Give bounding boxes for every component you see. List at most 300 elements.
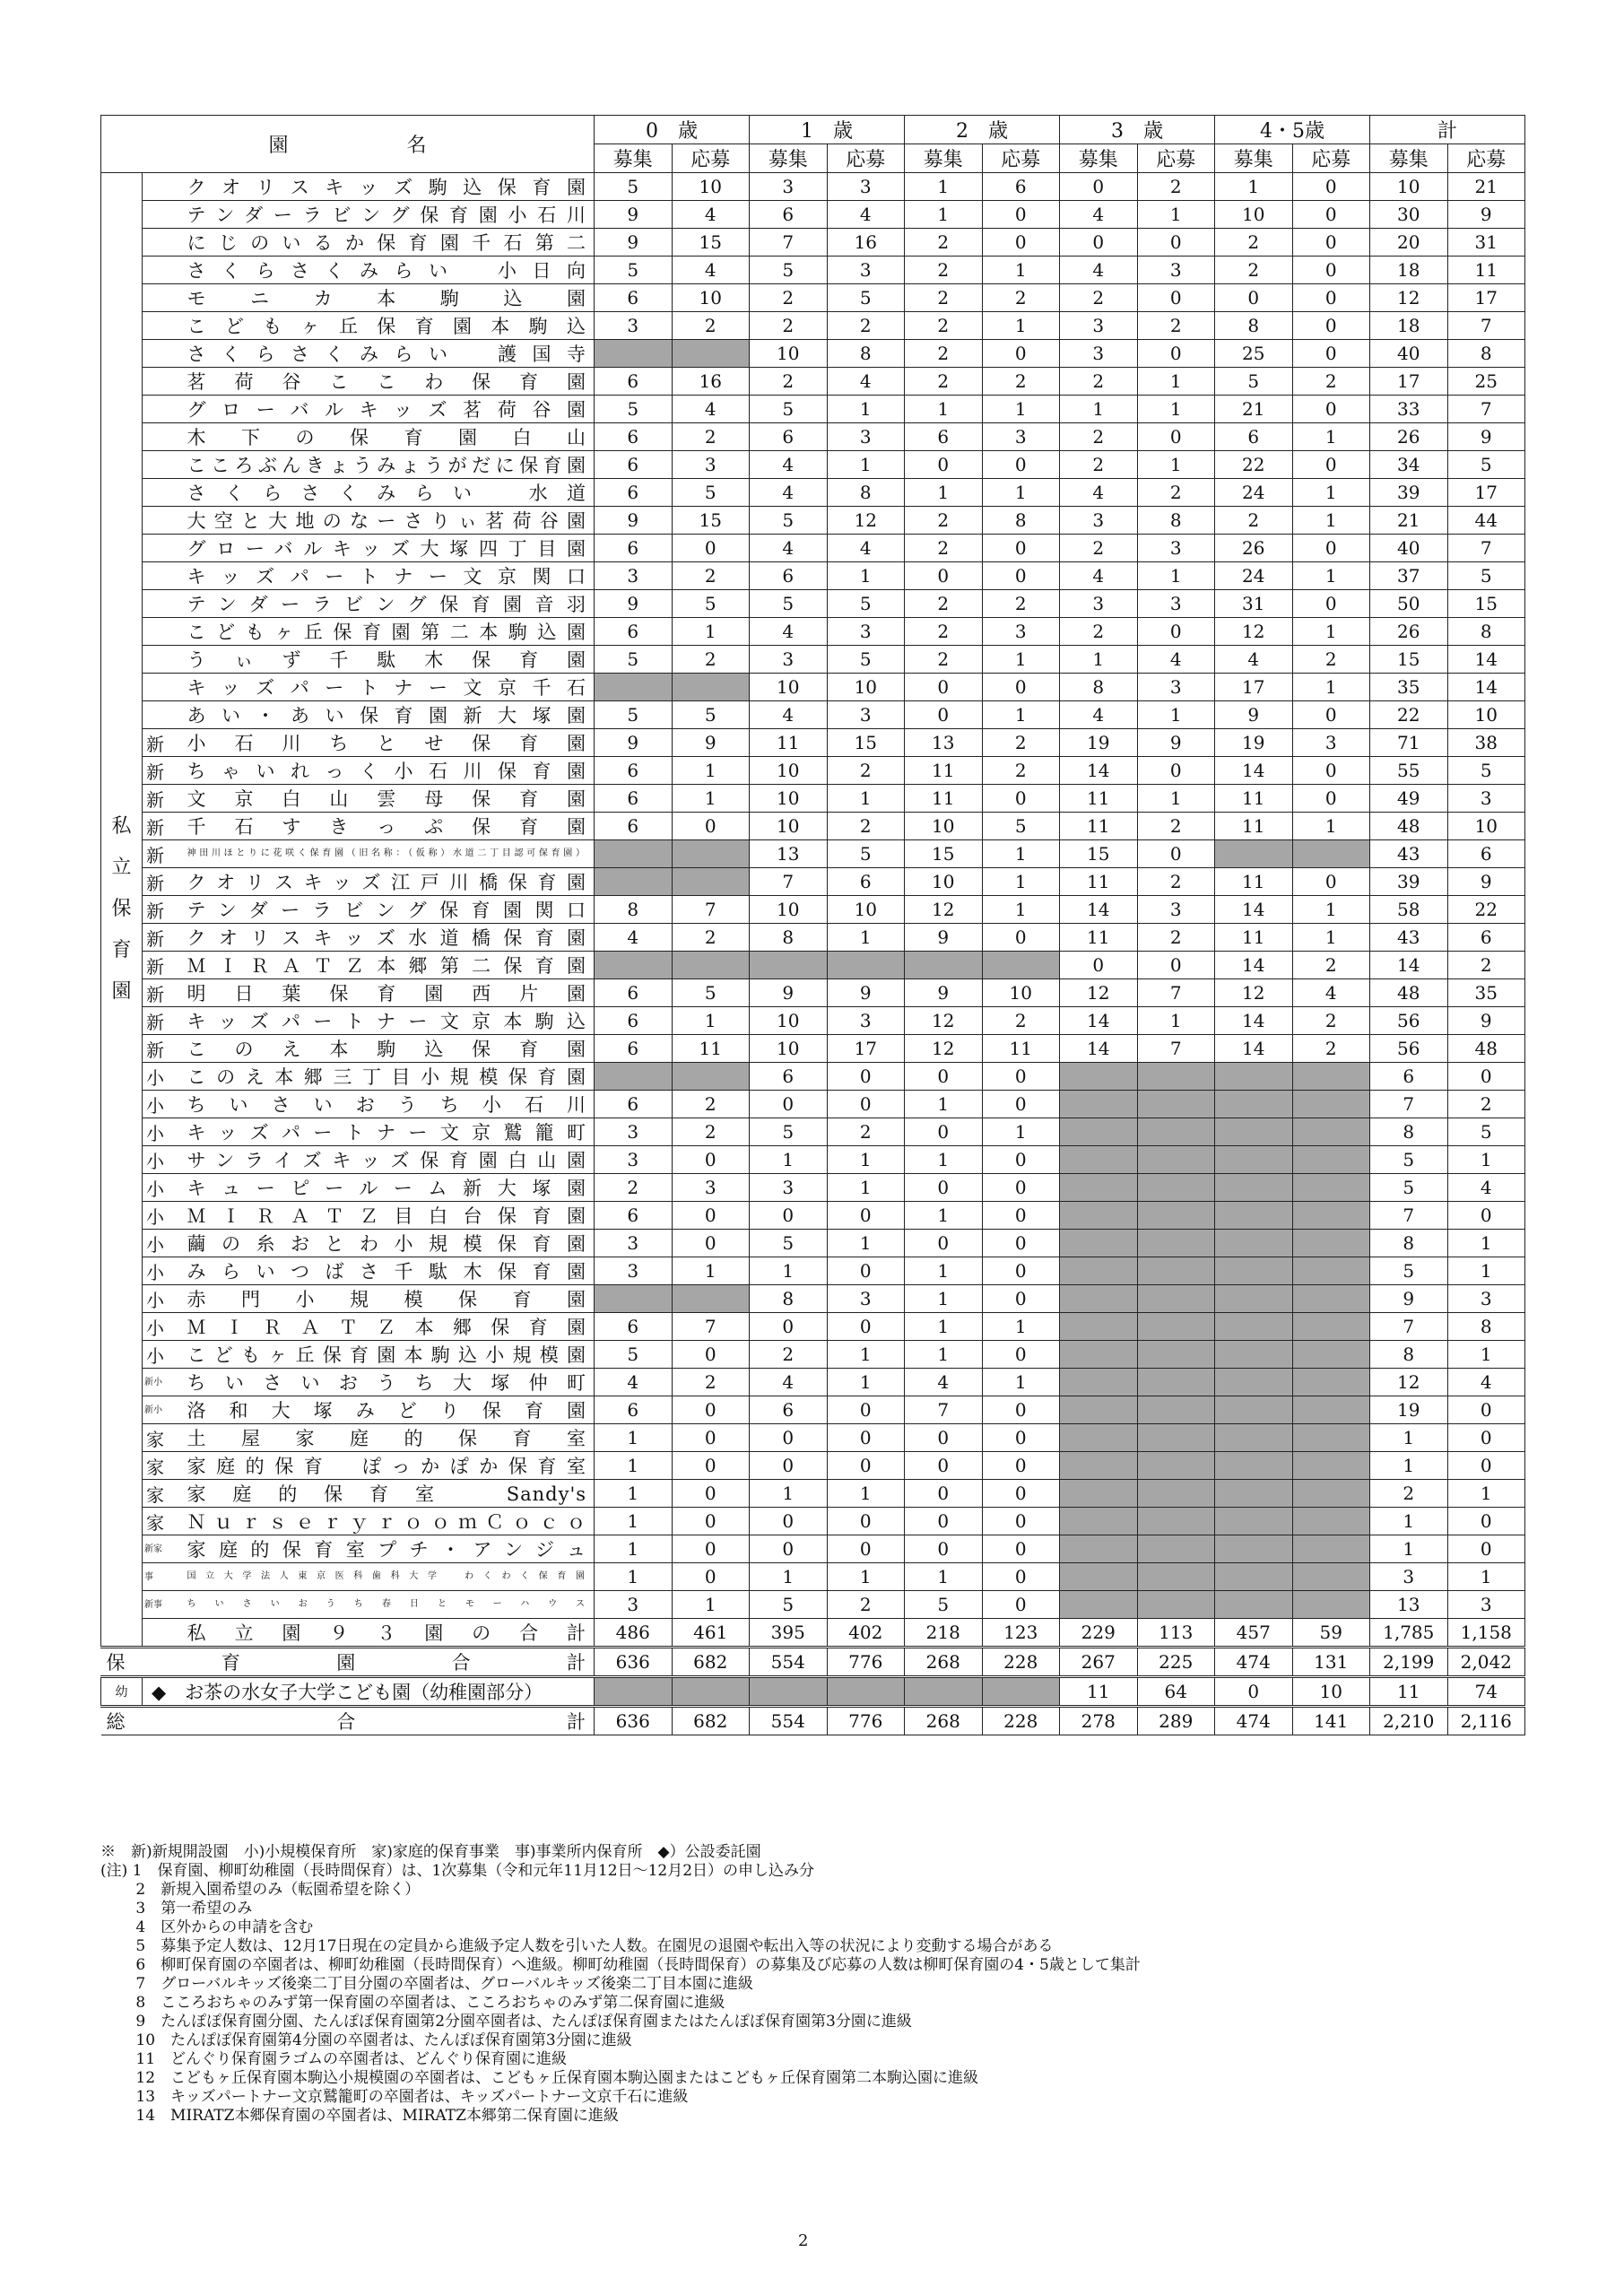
value-cell: 1 (1447, 1480, 1525, 1508)
value-cell: 0 (982, 1285, 1060, 1313)
value-cell: 0 (982, 1424, 1060, 1452)
category-char: 育 (111, 939, 132, 961)
value-cell: 5 (750, 590, 828, 618)
value-cell (1215, 1091, 1293, 1118)
table-row (101, 1091, 1525, 1118)
value-cell: 3 (1370, 1563, 1448, 1591)
value-cell: 141 (1292, 1707, 1370, 1735)
value-cell: 1 (1060, 396, 1138, 423)
value-cell: 4 (905, 1369, 983, 1396)
value-cell: 0 (1292, 257, 1370, 284)
value-cell (1060, 1369, 1138, 1396)
value-cell: 4 (1447, 1369, 1525, 1396)
value-cell: 8 (750, 1285, 828, 1313)
type-prefix: 新 (143, 840, 182, 868)
facility-name: ＮｕｒｓｅｒｙｒｏｏｍＣｏｃｏ (182, 1508, 595, 1535)
value-cell: 218 (905, 1619, 983, 1648)
value-cell (1292, 1452, 1370, 1480)
value-cell: 3 (827, 423, 905, 451)
value-cell: 2 (1292, 646, 1370, 674)
value-cell (1215, 1257, 1293, 1285)
table-row (101, 924, 1525, 952)
facility-name: みらいつばさ千駄木保育園 (182, 1257, 595, 1285)
value-cell: 0 (982, 1508, 1060, 1535)
value-cell: 14 (1060, 896, 1138, 924)
value-cell (595, 868, 673, 896)
value-cell: 0 (982, 785, 1060, 813)
value-cell: 26 (1370, 423, 1448, 451)
value-cell: 11 (1215, 813, 1293, 840)
value-cell (1060, 1174, 1138, 1202)
value-cell: 636 (595, 1707, 673, 1735)
value-cell: 1 (595, 1563, 673, 1591)
table-row (101, 423, 1525, 451)
value-cell (1060, 1452, 1138, 1480)
value-cell (1215, 1341, 1293, 1369)
value-cell: 1 (595, 1508, 673, 1535)
value-cell: 2 (1137, 924, 1215, 952)
value-cell: 3 (595, 312, 673, 340)
value-cell (1292, 1063, 1370, 1091)
type-prefix (143, 701, 182, 729)
value-cell (1215, 1424, 1293, 1452)
value-cell (672, 1063, 750, 1091)
value-cell: 1 (1370, 1508, 1448, 1535)
value-cell: 59 (1292, 1619, 1370, 1648)
value-cell: 1 (827, 1230, 905, 1257)
value-cell: 1 (1292, 618, 1370, 646)
value-cell: 2 (1137, 173, 1215, 201)
value-cell: 0 (1060, 952, 1138, 979)
value-cell: 3 (750, 1174, 828, 1202)
value-cell: 1 (672, 1591, 750, 1619)
facility-name: キッズパートナー文京鷲籠町 (182, 1118, 595, 1146)
value-cell (1292, 1396, 1370, 1424)
value-cell: 17 (1447, 284, 1525, 312)
value-cell: 474 (1215, 1648, 1293, 1677)
value-cell: 1 (905, 479, 983, 507)
value-cell (672, 868, 750, 896)
value-cell: 13 (1370, 1591, 1448, 1619)
value-cell: 12 (1215, 618, 1293, 646)
value-cell: 49 (1370, 785, 1448, 813)
value-cell (1060, 1285, 1138, 1313)
type-prefix (143, 618, 182, 646)
value-cell (1292, 1257, 1370, 1285)
value-cell (1137, 1146, 1215, 1174)
value-cell: 2 (982, 368, 1060, 396)
value-cell: 12 (905, 1035, 983, 1063)
value-cell: 2 (1215, 257, 1293, 284)
value-cell: 22 (1215, 451, 1293, 479)
value-cell: 0 (827, 1452, 905, 1480)
value-cell: 3 (827, 173, 905, 201)
value-cell: 5 (595, 396, 673, 423)
table-row (101, 1480, 1525, 1508)
value-cell: 8 (827, 340, 905, 368)
value-cell: 19 (1215, 729, 1293, 757)
value-cell: 1 (1137, 396, 1215, 423)
value-cell: 6 (750, 423, 828, 451)
value-cell: 0 (1447, 1508, 1525, 1535)
value-cell: 8 (1447, 340, 1525, 368)
value-cell: 2 (1060, 618, 1138, 646)
table-row (101, 1563, 1525, 1591)
value-cell: 486 (595, 1619, 673, 1648)
value-cell: 2,116 (1447, 1707, 1525, 1735)
table-row (101, 1230, 1525, 1257)
type-prefix: 新 (143, 979, 182, 1007)
value-cell: 268 (905, 1707, 983, 1735)
value-cell: 7 (672, 1313, 750, 1341)
table-row (101, 1007, 1525, 1035)
value-cell: 0 (982, 340, 1060, 368)
value-cell: 5 (750, 1591, 828, 1619)
value-cell: 30 (1370, 201, 1448, 229)
value-cell: 21 (1447, 173, 1525, 201)
table-row (101, 479, 1525, 507)
facility-name: テンダーラビング保育園小石川 (182, 201, 595, 229)
value-cell: 4 (672, 257, 750, 284)
value-cell: 289 (1137, 1707, 1215, 1735)
note-item: 9 たんぽぽ保育園分園、たんぽぽ保育園第2分園卒園者は、たんぽぽ保育園またはたんぽぽ保育園第3分園に進級 (100, 2013, 912, 2031)
value-cell: 2 (672, 924, 750, 952)
type-prefix: 新 (143, 868, 182, 896)
value-cell: 2 (905, 229, 983, 257)
value-cell: 776 (827, 1648, 905, 1677)
value-cell: 6 (1447, 840, 1525, 868)
value-cell: 0 (1447, 1063, 1525, 1091)
value-cell (1215, 1480, 1293, 1508)
facility-name: さくらさくみらい 護国寺 (182, 340, 595, 368)
table-row (101, 952, 1525, 979)
value-cell: 1 (1292, 423, 1370, 451)
value-cell: 1 (1060, 646, 1138, 674)
value-cell: 9 (1370, 1285, 1448, 1313)
table-row (101, 813, 1525, 840)
value-cell: 17 (1370, 368, 1448, 396)
value-cell: 39 (1370, 479, 1448, 507)
table-row (101, 1369, 1525, 1396)
value-cell: 2 (905, 257, 983, 284)
value-cell: 1 (982, 257, 1060, 284)
value-cell: 11 (1215, 868, 1293, 896)
value-cell: 12 (827, 507, 905, 535)
value-cell: 2 (1447, 952, 1525, 979)
value-cell: 2 (1137, 479, 1215, 507)
value-cell: 0 (905, 562, 983, 590)
value-cell: 8 (750, 924, 828, 952)
value-cell: 3 (1137, 535, 1215, 562)
value-cell: 2 (750, 284, 828, 312)
value-cell: 3 (595, 1146, 673, 1174)
value-cell: 1 (1137, 368, 1215, 396)
note-item: 2 新規入園希望のみ（転園希望を除く） (100, 1881, 421, 1899)
value-cell: 55 (1370, 757, 1448, 785)
value-cell: 1 (1292, 813, 1370, 840)
value-cell: 4 (672, 201, 750, 229)
value-cell: 18 (1370, 257, 1448, 284)
value-cell: 4 (595, 924, 673, 952)
value-cell: 0 (1292, 590, 1370, 618)
value-cell: 2 (827, 1118, 905, 1146)
value-cell: 123 (982, 1619, 1060, 1648)
table-row (101, 1146, 1525, 1174)
facility-name: 神田川ほとりに花咲く保育園（旧名称：（仮称）水道二丁目認可保育園） (182, 840, 595, 868)
facility-name: テンダーラビング保育園関口 (182, 896, 595, 924)
value-cell: 7 (1137, 979, 1215, 1007)
value-cell: 5 (1447, 1118, 1525, 1146)
value-cell: 1 (982, 896, 1060, 924)
value-cell (595, 1063, 673, 1091)
value-cell: 1 (982, 396, 1060, 423)
value-cell: 6 (1215, 423, 1293, 451)
table-row (101, 590, 1525, 618)
value-cell: 6 (750, 1396, 828, 1424)
value-cell: 24 (1215, 479, 1293, 507)
value-cell (672, 340, 750, 368)
value-cell: 0 (1292, 173, 1370, 201)
value-cell: 7 (750, 229, 828, 257)
value-cell: 1 (1292, 562, 1370, 590)
value-cell: 9 (1447, 1007, 1525, 1035)
type-prefix (143, 312, 182, 340)
facility-name: 大空と大地のなーさりぃ茗荷谷園 (182, 507, 595, 535)
value-cell: 0 (982, 1563, 1060, 1591)
value-cell: 31 (1447, 229, 1525, 257)
value-cell: 6 (595, 1202, 673, 1230)
value-cell: 0 (982, 1480, 1060, 1508)
facility-name: テンダーラビング保育園音羽 (182, 590, 595, 618)
value-cell: 4 (1215, 646, 1293, 674)
value-cell: 2 (1292, 1035, 1370, 1063)
header-recruit: 募集 (1060, 144, 1138, 173)
value-cell: 0 (750, 1424, 828, 1452)
value-cell: 6 (595, 979, 673, 1007)
value-cell: 4 (672, 396, 750, 423)
value-cell: 6 (595, 1313, 673, 1341)
value-cell: 636 (595, 1648, 673, 1677)
header-row-ages (101, 116, 1525, 144)
value-cell (1137, 1257, 1215, 1285)
type-prefix: 新 (143, 729, 182, 757)
value-cell: 3 (982, 423, 1060, 451)
value-cell: 3 (1447, 1285, 1525, 1313)
value-cell: 5 (827, 646, 905, 674)
header-recruit: 募集 (905, 144, 983, 173)
value-cell: 4 (1060, 701, 1138, 729)
value-cell: 4 (1060, 257, 1138, 284)
value-cell: 1 (905, 1202, 983, 1230)
value-cell: 12 (905, 896, 983, 924)
value-cell: 3 (595, 1591, 673, 1619)
value-cell (1215, 1508, 1293, 1535)
table-row (101, 701, 1525, 729)
facility-name: クオリスキッズ駒込保育園 (182, 173, 595, 201)
value-cell: 14 (1447, 646, 1525, 674)
value-cell (1292, 1508, 1370, 1535)
value-cell: 0 (982, 201, 1060, 229)
value-cell (1060, 1563, 1138, 1591)
value-cell: 0 (1292, 868, 1370, 896)
type-prefix: 新家 (143, 1535, 182, 1563)
table-row (101, 1174, 1525, 1202)
value-cell: 0 (750, 1202, 828, 1230)
value-cell: 0 (750, 1535, 828, 1563)
value-cell: 1 (982, 646, 1060, 674)
value-cell: 1 (827, 1146, 905, 1174)
value-cell: 34 (1370, 451, 1448, 479)
facility-name: 家庭的保育 ぽっかぽか保育室 (182, 1452, 595, 1480)
value-cell: 6 (750, 201, 828, 229)
value-cell: 0 (905, 1535, 983, 1563)
facility-name: 文京白山雲母保育園 (182, 785, 595, 813)
value-cell: 6 (595, 1007, 673, 1035)
value-cell: 6 (595, 535, 673, 562)
category-char: 保 (111, 898, 132, 920)
facility-name: 茗荷谷ここわ保育園 (182, 368, 595, 396)
value-cell: 14 (1060, 1007, 1138, 1035)
value-cell: 402 (827, 1619, 905, 1648)
value-cell (1137, 1118, 1215, 1146)
value-cell: 5 (750, 257, 828, 284)
value-cell: 2 (905, 284, 983, 312)
value-cell: 3 (1292, 729, 1370, 757)
type-prefix (143, 201, 182, 229)
value-cell: 7 (905, 1396, 983, 1424)
value-cell: 6 (595, 1091, 673, 1118)
header-total: 計 (1370, 116, 1525, 144)
value-cell: 56 (1370, 1035, 1448, 1063)
value-cell: 5 (1370, 1146, 1448, 1174)
value-cell: 2 (827, 1591, 905, 1619)
value-cell: 10 (827, 896, 905, 924)
value-cell (1137, 1341, 1215, 1369)
value-cell (1292, 1341, 1370, 1369)
value-cell: 0 (1137, 952, 1215, 979)
value-cell: 0 (982, 1396, 1060, 1424)
table-row (101, 840, 1525, 868)
value-cell: 2 (905, 507, 983, 535)
value-cell: 13 (905, 729, 983, 757)
header-recruit: 募集 (595, 144, 673, 173)
value-cell: 1 (1447, 1257, 1525, 1285)
header-apply: 応募 (1292, 144, 1370, 173)
value-cell: 1 (672, 757, 750, 785)
value-cell: 5 (672, 590, 750, 618)
value-cell: 0 (672, 535, 750, 562)
value-cell: 4 (1060, 562, 1138, 590)
value-cell: 3 (1137, 590, 1215, 618)
value-cell: 229 (1060, 1619, 1138, 1648)
value-cell: 3 (750, 646, 828, 674)
value-cell: 1 (905, 1285, 983, 1313)
table-row (101, 173, 1525, 201)
header-apply: 応募 (1137, 144, 1215, 173)
value-cell: 0 (1137, 340, 1215, 368)
value-cell: 35 (1370, 674, 1448, 701)
value-cell: 0 (827, 1313, 905, 1341)
table-row (101, 257, 1525, 284)
value-cell (1292, 1146, 1370, 1174)
table-row (101, 201, 1525, 229)
value-cell: 4 (750, 701, 828, 729)
value-cell: 9 (595, 507, 673, 535)
value-cell (1137, 1424, 1215, 1452)
value-cell: 0 (827, 1202, 905, 1230)
value-cell (1292, 1230, 1370, 1257)
value-cell: 0 (982, 229, 1060, 257)
value-cell: 2 (672, 646, 750, 674)
type-prefix (143, 368, 182, 396)
facility-name: 国立大学法人東京医科歯科大学 わくわく保育園 (182, 1563, 595, 1591)
value-cell: 6 (595, 785, 673, 813)
value-cell: 0 (982, 1591, 1060, 1619)
value-cell: 14 (1060, 1035, 1138, 1063)
value-cell: 14 (1215, 1007, 1293, 1035)
value-cell: 0 (905, 1174, 983, 1202)
value-cell: 1 (982, 312, 1060, 340)
value-cell: 474 (1215, 1707, 1293, 1735)
kindergarten-row (101, 1677, 1525, 1707)
value-cell: 15 (1447, 590, 1525, 618)
value-cell (1215, 1230, 1293, 1257)
value-cell: 37 (1370, 562, 1448, 590)
value-cell: 2 (827, 312, 905, 340)
value-cell: 5 (982, 813, 1060, 840)
type-prefix (143, 507, 182, 535)
facility-name: こころぶんきょうみょうがだに保育園 (182, 451, 595, 479)
value-cell (1292, 1369, 1370, 1396)
value-cell (1292, 1563, 1370, 1591)
facility-name: ＭＩＲＡＴＺ本郷保育園 (182, 1313, 595, 1341)
type-prefix: 新小 (143, 1396, 182, 1424)
facility-name: ちゃいれっく小石川保育園 (182, 757, 595, 785)
value-cell: 1 (905, 201, 983, 229)
value-cell: 0 (827, 1535, 905, 1563)
value-cell: 7 (1447, 312, 1525, 340)
value-cell: 1 (1137, 451, 1215, 479)
value-cell: 1 (827, 562, 905, 590)
value-cell: 10 (672, 284, 750, 312)
value-cell: 0 (1292, 340, 1370, 368)
value-cell: 1 (1447, 1146, 1525, 1174)
facility-name: 明日葉保育園西片園 (182, 979, 595, 1007)
table-row (101, 396, 1525, 423)
value-cell: 6 (595, 1035, 673, 1063)
table-row (101, 451, 1525, 479)
value-cell: 1 (827, 1480, 905, 1508)
value-cell: 0 (750, 1313, 828, 1341)
facility-name: ＭＩＲＡＴＺ目白台保育園 (182, 1202, 595, 1230)
value-cell: 0 (1292, 284, 1370, 312)
value-cell: 0 (982, 674, 1060, 701)
value-cell: 1 (827, 1341, 905, 1369)
value-cell: 6 (595, 284, 673, 312)
facility-name: 赤門小規模保育園 (182, 1285, 595, 1313)
note-item: 8 こころおちゃのみず第一保育園の卒園者は、こころおちゃのみず第二保育園に進級 (100, 1994, 725, 2012)
value-cell: 2 (905, 312, 983, 340)
note-item: 13 キッズパートナー文京鷲籠町の卒園者は、キッズパートナー文京千石に進級 (100, 2088, 689, 2106)
type-prefix: 小 (143, 1091, 182, 1118)
value-cell: 3 (1137, 674, 1215, 701)
value-cell: 21 (1370, 507, 1448, 535)
value-cell (1137, 1480, 1215, 1508)
value-cell: 9 (1447, 201, 1525, 229)
value-cell: 11 (982, 1035, 1060, 1063)
value-cell (1137, 1508, 1215, 1535)
value-cell: 1 (595, 1452, 673, 1480)
